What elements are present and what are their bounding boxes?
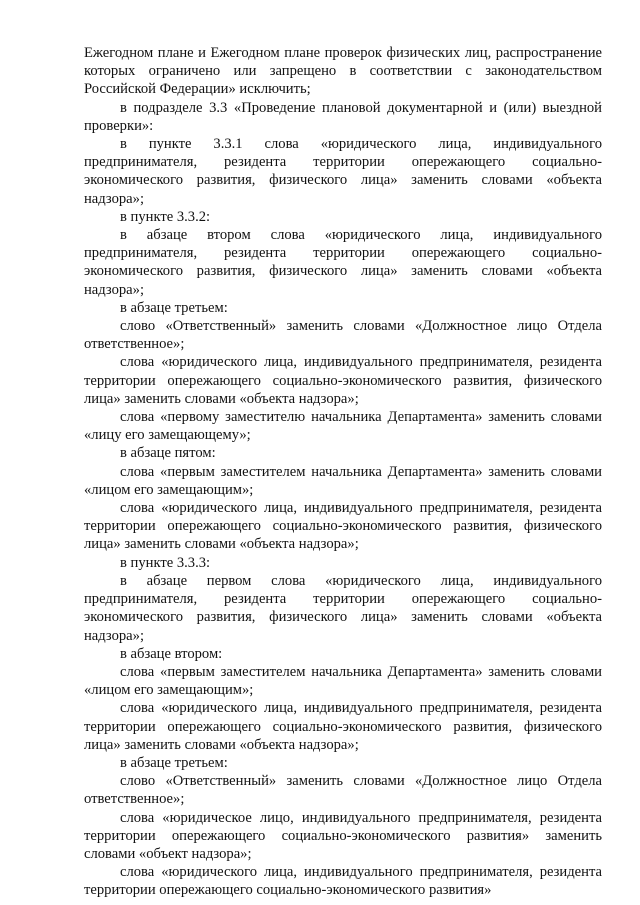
paragraph-3-3-2-fifth-abzats: в абзаце пятом: xyxy=(120,445,216,462)
paragraph-3-3-2-third-replace-deputy: слова «первому заместителю начальника Департамента» заменить словами «лицу его замещающему»; xyxy=(84,409,602,444)
paragraph-3-3-2-third-abzats: в абзаце третьем: xyxy=(120,299,228,316)
paragraph-3-3-2-third-replace-responsible: слово «Ответственный» заменить словами «Должностное лицо Отдела ответственное»; xyxy=(84,318,602,353)
paragraph-3-3-2-third-replace-entity: слова «юридического лица, индивидуального предпринимателя, резидента территории опережающего социально-экономического развития, физического лица» заменить словами «объекта надзора»; xyxy=(84,354,602,407)
paragraph-3-3-3-third-abzats: в абзаце третьем: xyxy=(120,754,228,771)
paragraph-continuation: Ежегодном плане и Ежегодном плане проверок физических лиц, распространение которых ограничено или запрещено в соответствии с законодательством Российской Федерации» исключить; xyxy=(84,45,602,98)
paragraph-item-3-3-1: в пункте 3.3.1 слова «юридического лица, индивидуального предпринимателя, резидента территории опережающего социально-экономического развития, физического лица» заменить словами «объекта надзора»; xyxy=(84,136,602,207)
paragraph-3-3-3-second-abzats: в абзаце втором: xyxy=(120,645,223,662)
paragraph-3-3-3-second-replace-entity: слова «юридического лица, индивидуального предпринимателя, резидента территории опережающего социально-экономического развития, физического лица» заменить словами «объекта надзора»; xyxy=(84,700,602,753)
paragraph-3-3-3-third-replace-responsible: слово «Ответственный» заменить словами «Должностное лицо Отдела ответственное»; xyxy=(84,773,602,808)
paragraph-item-3-3-3: в пункте 3.3.3: xyxy=(120,554,211,571)
paragraph-3-3-3-second-replace-deputy: слова «первым заместителем начальника Департамента» заменить словами «лицом его замещающим»; xyxy=(84,663,602,699)
paragraph-3-3-3-third-replace-entity-genitive: слова «юридического лица, индивидуального предпринимателя, резидента территории опережающего социально-экономического развития» xyxy=(84,864,602,899)
paragraph-3-3-2-fifth-replace-entity: слова «юридического лица, индивидуального предпринимателя, резидента территории опережающего социально-экономического развития, физического лица» заменить словами «объекта надзора»; xyxy=(84,500,602,553)
document-body xyxy=(84,44,602,900)
paragraph-3-3-2-fifth-replace-deputy: слова «первым заместителем начальника Департамента» заменить словами «лицом его замещающим»; xyxy=(84,463,602,498)
paragraph-item-3-3-2: в пункте 3.3.2: xyxy=(120,208,211,225)
paragraph-3-3-3-third-replace-entity-nominative: слова «юридическое лицо, индивидуального предпринимателя, резидента территории опережающего социально-экономического развития» заменить словами «объект надзора»; xyxy=(84,809,602,862)
paragraph-3-3-2-second-abzats: в абзаце втором слова «юридического лица, индивидуального предпринимателя, резидента территории опережающего социально-экономического развития, физического лица» заменить словами «объекта надзора»; xyxy=(84,227,602,298)
paragraph-subsection-3-3: в подразделе 3.3 «Проведение плановой документарной и (или) выездной проверки»: xyxy=(84,99,602,134)
paragraph-3-3-3-first-abzats: в абзаце первом слова «юридического лица, индивидуального предпринимателя, резидента территории опережающего социально-экономического развития, физического лица» заменить словами «объекта надзора»; xyxy=(84,572,602,644)
